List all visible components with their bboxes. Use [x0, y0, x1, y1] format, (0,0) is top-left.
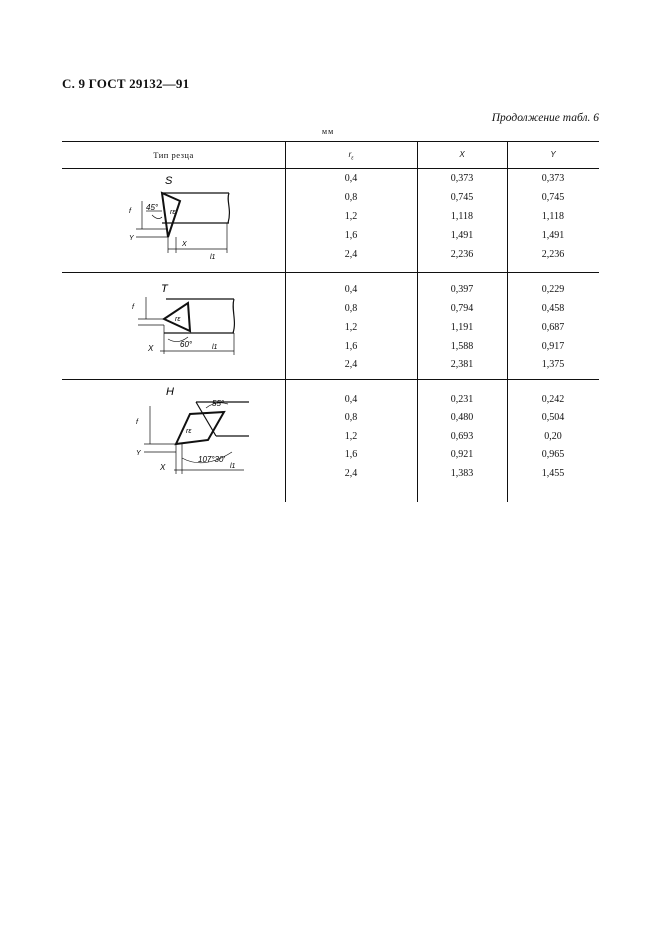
sketch-t-l1-label: l1 [212, 344, 218, 351]
cell-y: 0,458 [541, 303, 565, 314]
sketch-s-angle: 45° [146, 203, 159, 212]
tool-type-t-label: T [161, 283, 168, 295]
tool-type-s-label: S [165, 175, 173, 187]
cell-y: 1,455 [541, 468, 565, 479]
tool-sketch-s [124, 171, 239, 271]
tool-sketch-t [124, 279, 239, 374]
sketch-h-y-label: Y [136, 450, 141, 457]
cell-r: 0,8 [344, 192, 358, 203]
sketch-t-r-label: rε [175, 316, 181, 323]
cell-y: 0,504 [541, 412, 565, 423]
cell-y: 1,118 [541, 211, 565, 222]
cell-r: 0,8 [344, 412, 358, 423]
cell-x: 2,236 [450, 249, 474, 260]
sketch-s-l1-label: l1 [210, 254, 216, 261]
sketch-h-angle: 55° [212, 399, 225, 408]
sketch-h-x-label: X [160, 463, 166, 472]
cell-x: 1,383 [450, 468, 474, 479]
group-divider [62, 272, 599, 273]
cell-r: 0,8 [344, 303, 358, 314]
cell-y: 1,491 [541, 230, 565, 241]
cell-r: 2,4 [344, 468, 358, 479]
column-header-x: X [459, 150, 465, 159]
tool-sketch-s-drawing [124, 171, 239, 271]
page-header: С. 9 ГОСТ 29132—91 [62, 76, 190, 91]
units-label: мм [322, 127, 335, 136]
column-header-type: Тип резца [153, 150, 194, 160]
cell-r: 1,6 [344, 341, 358, 352]
cell-y: 0,229 [541, 284, 565, 295]
column-header-y: Y [550, 150, 556, 159]
cell-x: 0,745 [450, 192, 474, 203]
column-header-r-subscript: ε [351, 155, 354, 162]
cell-x: 0,231 [450, 394, 474, 405]
cell-r: 1,2 [344, 431, 358, 442]
cell-r: 0,4 [344, 394, 358, 405]
cell-x: 0,373 [450, 173, 474, 184]
cell-x: 2,381 [450, 359, 474, 370]
cell-x: 0,397 [450, 284, 474, 295]
cell-y: 0,965 [541, 449, 565, 460]
sketch-s-y-label: Y [129, 235, 134, 242]
sketch-t-x-label: X [148, 344, 154, 353]
table-header-rule [62, 168, 599, 169]
cell-r: 1,2 [344, 322, 358, 333]
sketch-t-angle: 60° [180, 340, 193, 349]
cell-r: 0,4 [344, 173, 358, 184]
cell-x: 1,191 [450, 322, 474, 333]
sketch-h-l1-label: l1 [230, 463, 236, 470]
sketch-s-x-label: X [182, 241, 187, 248]
table-continuation-label: Продолжение табл. 6 [491, 112, 599, 124]
cell-x: 0,693 [450, 431, 474, 442]
cell-r: 0,4 [344, 284, 358, 295]
cell-r: 1,2 [344, 211, 358, 222]
tool-sketch-h-drawing [124, 382, 249, 487]
cell-y: 0,917 [541, 341, 565, 352]
cell-r: 1,6 [344, 230, 358, 241]
cell-y: 1,375 [541, 359, 565, 370]
cell-y: 2,236 [541, 249, 565, 260]
cell-y: 0,687 [541, 322, 565, 333]
sketch-t-f-label: f [132, 304, 134, 311]
cell-x: 0,921 [450, 449, 474, 460]
tool-type-h-label: H [166, 386, 174, 398]
sketch-h-f-label: f [136, 419, 138, 426]
tool-sketch-h [124, 382, 249, 487]
cell-y: 0,745 [541, 192, 565, 203]
cell-r: 2,4 [344, 249, 358, 260]
cell-x: 1,118 [450, 211, 474, 222]
sketch-s-f-label: f [129, 208, 131, 215]
cell-r: 2,4 [344, 359, 358, 370]
data-table [62, 141, 599, 502]
tool-sketch-t-drawing [124, 279, 239, 374]
cell-x: 1,491 [450, 230, 474, 241]
group-divider [62, 379, 599, 380]
cell-x: 1,588 [450, 341, 474, 352]
cell-x: 0,794 [450, 303, 474, 314]
column-header-r-label: r [348, 150, 352, 159]
cell-r: 1,6 [344, 449, 358, 460]
cell-y: 0,373 [541, 173, 565, 184]
table-top-rule [62, 141, 599, 142]
cell-y: 0,20 [544, 431, 562, 442]
column-header-r [285, 143, 417, 167]
cell-x: 0,480 [450, 412, 474, 423]
sketch-s-r-label: rε [170, 209, 176, 216]
sketch-h-r-label: rε [186, 428, 192, 435]
sketch-h-angle2: 107°30′ [198, 455, 225, 464]
cell-y: 0,242 [541, 394, 565, 405]
